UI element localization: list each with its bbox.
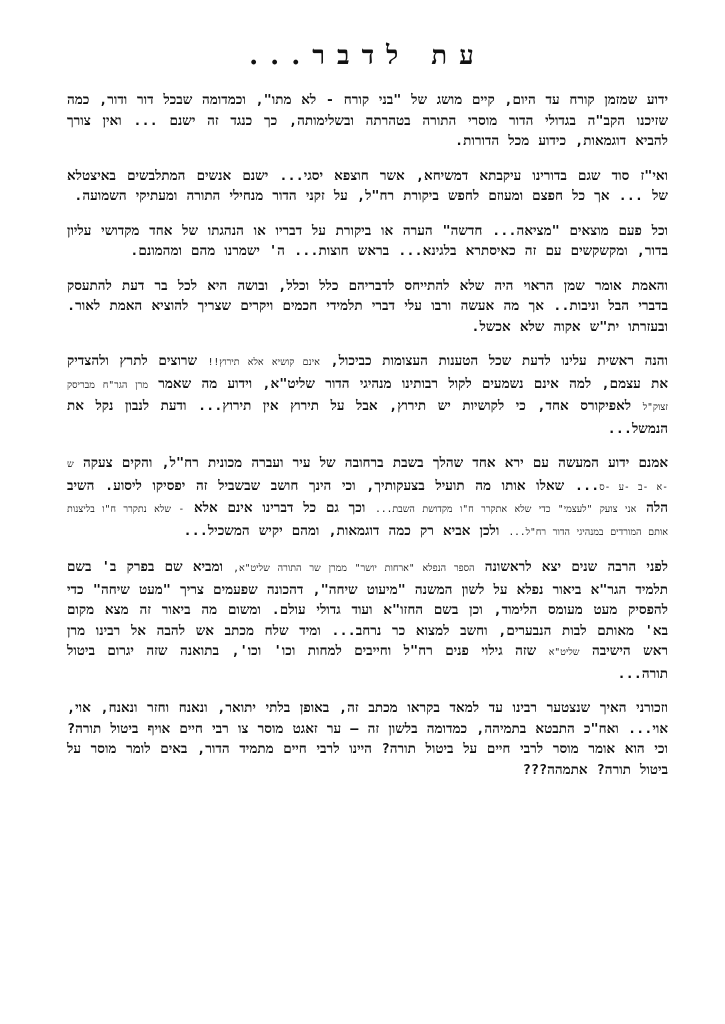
paragraph-text: שרוצים לתרץ ולהצדיק את עצמם, למה אינם נשמעים לקול רבותינו מנהיגי הדור שליט"א, וידוע מה שאמר (67, 353, 669, 392)
paragraph-text: וכל פעם מוצאים "מציאה... חדשה" הערה או ביקורת על דבריו או הנהגתו של אחד מקדושי עליון בדור, ומקשקשים עם זה כאיסתרא בלגינא... בראש חוצות... ה' ישמרנו מהם ומהמונם. (67, 222, 668, 259)
paragraph-text: ולכן אביא רק כמה דוגמאות, ומהם יקיש המשכיל... (183, 522, 509, 539)
paragraph-small-text: אני צועק "לעצמי" כדי שלא אתקרר ח"ו מקדושת השבת... (375, 504, 637, 515)
paragraph-text: אמנם ידוע המעשה עם ירא אחד שהלך בשבת ברחובה של עיר ועברה מכונית רח"ל, והקים צעקה (73, 455, 668, 471)
paragraph-text: וכך גם כל דברינו אינם אלא (184, 500, 376, 516)
paragraph-small-text: אינם קושיא אלא תירוץ!! (207, 357, 320, 368)
paragraph (67, 166, 668, 207)
paragraph-text: ואי"ז סוד שגם בדורינו עיקבתא דמשיחא, אשר חוצפא יסגי... ישנם אנשים המתלבשים באיצטלא של ... אך כל חפצם ומעוזם לחפש ביקורת רח"ל, על זקני הדור מנחילי התורה ומעתיקי השמועה. (67, 167, 668, 204)
paragraph-text: ומביא שם בפרק ב' בשם תלמיד הגר"א ביאור נפלא על לשון המשנה "מיעוט שיחה", דהכונה שפעמים צריך "מעט שיחה" כדי להפסיק מעט מעומס הלימוד, וכן בשם החזו"א ועוד גדולי עולם. ומשום מה ביאור זה מצא מקום בא' מאותם לבות הנבערים, וחשב למצוא כר נרחב... ומיד שלח מכתב אש להבה אל רבינו מרן ראש הישיבה (67, 559, 668, 659)
paragraph-text: וזכורני האיך שנצטער רבינו עד למאד בקראו מכתב זה, באופן בלתי יתואר, ונאנח וחזר ונאנח, אוי, אוי... ואח"כ התבטא בתמיהה, כמדומה בלשון זה – ער זאגט מוסר צו רבי חיים אויף ביטול תורה? וכי הוא אומר מוסר לרבי חיים על ביטול תורה? היינו לרבי חיים מתמיד הדור, באים לומר מוסר על ביטול תורה? אתמהה??? (67, 700, 668, 778)
paragraph-text: ... שאלו אותו מה תועיל בצעקותיך, וכי הינך חושב שבשביל זה יפסיקו ליסוע. השיב הלה (67, 477, 668, 516)
paragraph-text: והאמת אומר שמן הראוי היה שלא להתייחס לדבריהם כלל וכלל, ובושה היא לכל בר דעת להתעסק בדברי הבל וניבות.. אך מה אעשה ורבו עלי דברי תלמידי חכמים ויקרים שצריך להוציא האמת לאור. ובעזרתו ית"ש אקוה שלא אכשל. (67, 277, 668, 335)
paragraph (67, 351, 668, 439)
document-body (67, 90, 668, 780)
paragraph-text: לפני הרבה שנים יצא לראשונה (474, 559, 669, 575)
paragraph (67, 453, 668, 543)
paragraph-small-text: הספר הנפלא "ארחות יושר" ממרן שר התורה שליט"א, (233, 563, 475, 574)
paragraph-text: והנה ראשית עלינו לדעת שכל הטענות העצומות כביכול, (319, 353, 668, 369)
paragraph (67, 276, 668, 338)
paragraph-text: לאפיקורס אחד, כי לקושיות יש תירוץ, אבל על תירוץ אין תירוץ... ודעת לנבון נקל את הנמשל... (67, 398, 668, 437)
paragraph-text: שזה גילוי פנים רח"ל וחייבים למחות וכו' וכו', בתואנה שזה יגרום ביטול תורה... (67, 643, 668, 682)
paragraph-small-text: שליט"א (548, 647, 580, 658)
paragraph-small-text: מרן הגר"ח מבריסק זצוק"ל (67, 379, 668, 413)
paragraph-small-text: ש -א -ב -ע -ס (67, 459, 668, 493)
paragraph-text: ידוע שמזמן קורח עד היום, קיים מושג של "בני קורח - לא מתו", וכמדומה שבכל דור ודור, כמה שזיכנו הקב"ה בגדולי הדור מוסרי התורה בטהרתה ובשלימותה, כך כנגד זה ישנם ... ואין צורך להביא דוגמאות, כידוע מכל הדורות. (67, 92, 668, 149)
paragraph (67, 698, 668, 780)
document-title: עת לדבר... (249, 41, 486, 71)
paragraph (67, 557, 668, 684)
paragraph (67, 221, 668, 262)
paragraph-small-text: - שלא נתקרר ח"ו בליצנות אותם המורדים במנהיגי הדור רח"ל... (67, 504, 668, 538)
paragraph (67, 90, 668, 152)
